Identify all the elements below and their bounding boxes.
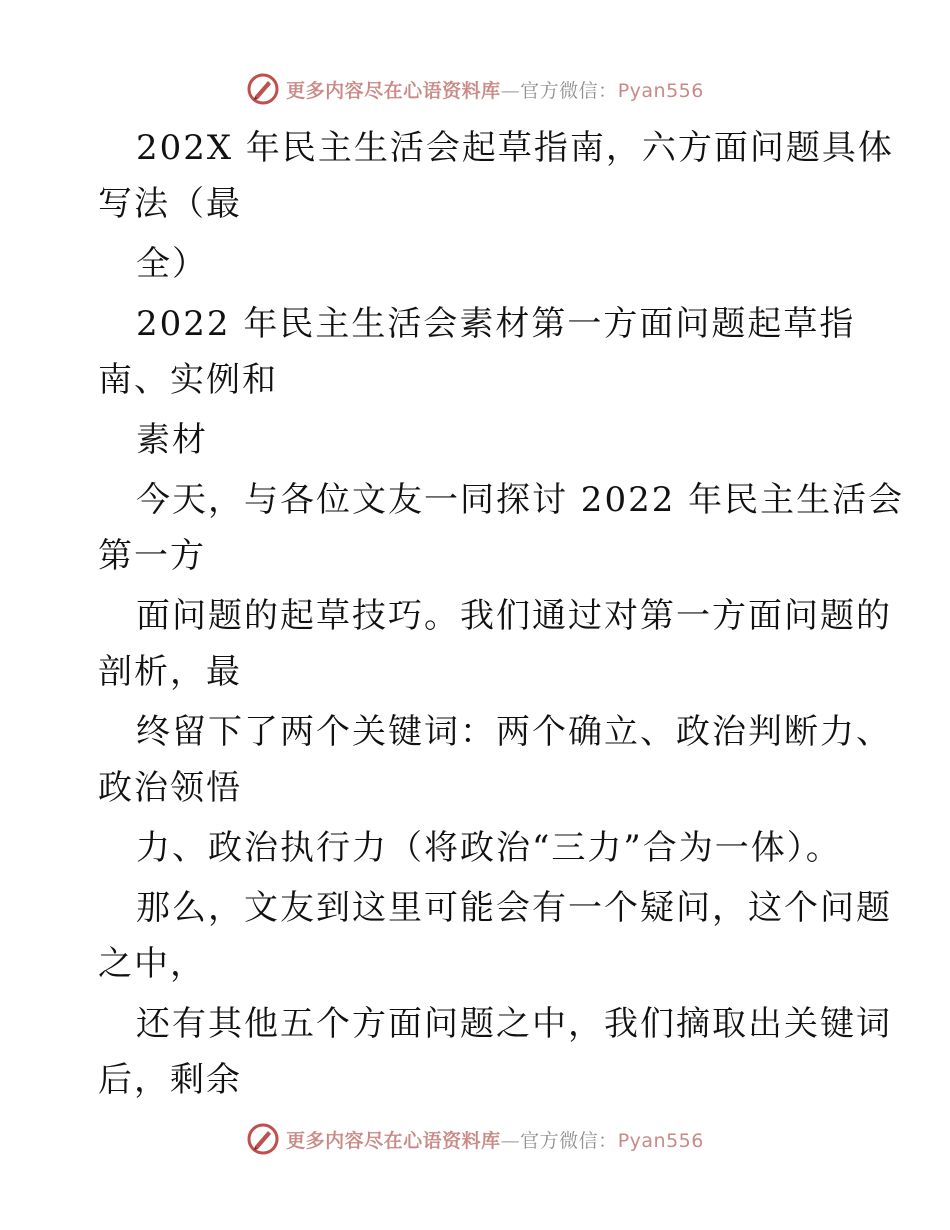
text-line: 南、实例和 xyxy=(98,360,278,400)
text-line: 写法（最 xyxy=(98,184,242,224)
pen-seal-icon xyxy=(246,1122,280,1156)
text-line: 素材 xyxy=(136,420,208,460)
text-line: 那么，文友到这里可能会有一个疑问，这个问题 xyxy=(136,888,892,928)
text-line: 政治领悟 xyxy=(98,768,242,808)
text-line: 今天，与各位文友一同探讨 2022 年民主生活会 xyxy=(136,480,905,520)
text-line: 终留下了两个关键词：两个确立、政治判断力、 xyxy=(136,712,892,752)
footer-watermark xyxy=(0,1122,950,1156)
text-line: 后，剩余 xyxy=(98,1060,242,1100)
text-line: 还有其他五个方面问题之中，我们摘取出关键词 xyxy=(136,1004,892,1044)
text-line: 202X 年民主生活会起草指南，六方面问题具体 xyxy=(136,128,894,168)
text-line: 第一方 xyxy=(98,536,206,576)
watermark-text: 更多内容尽在心语资料库—官方微信：Pyan556 xyxy=(286,79,704,102)
pen-seal-icon xyxy=(246,72,280,106)
text-line: 全） xyxy=(136,244,208,284)
text-line: 2022 年民主生活会素材第一方面问题起草指 xyxy=(136,304,856,344)
watermark-text: 更多内容尽在心语资料库—官方微信：Pyan556 xyxy=(286,1129,704,1152)
text-line: 剖析，最 xyxy=(98,652,242,692)
header-watermark xyxy=(0,72,950,106)
text-line: 力、政治执行力（将政治“三力”合为一体）。 xyxy=(136,828,842,868)
text-line: 面问题的起草技巧。我们通过对第一方面问题的 xyxy=(136,596,892,636)
text-line: 之中， xyxy=(98,944,206,984)
